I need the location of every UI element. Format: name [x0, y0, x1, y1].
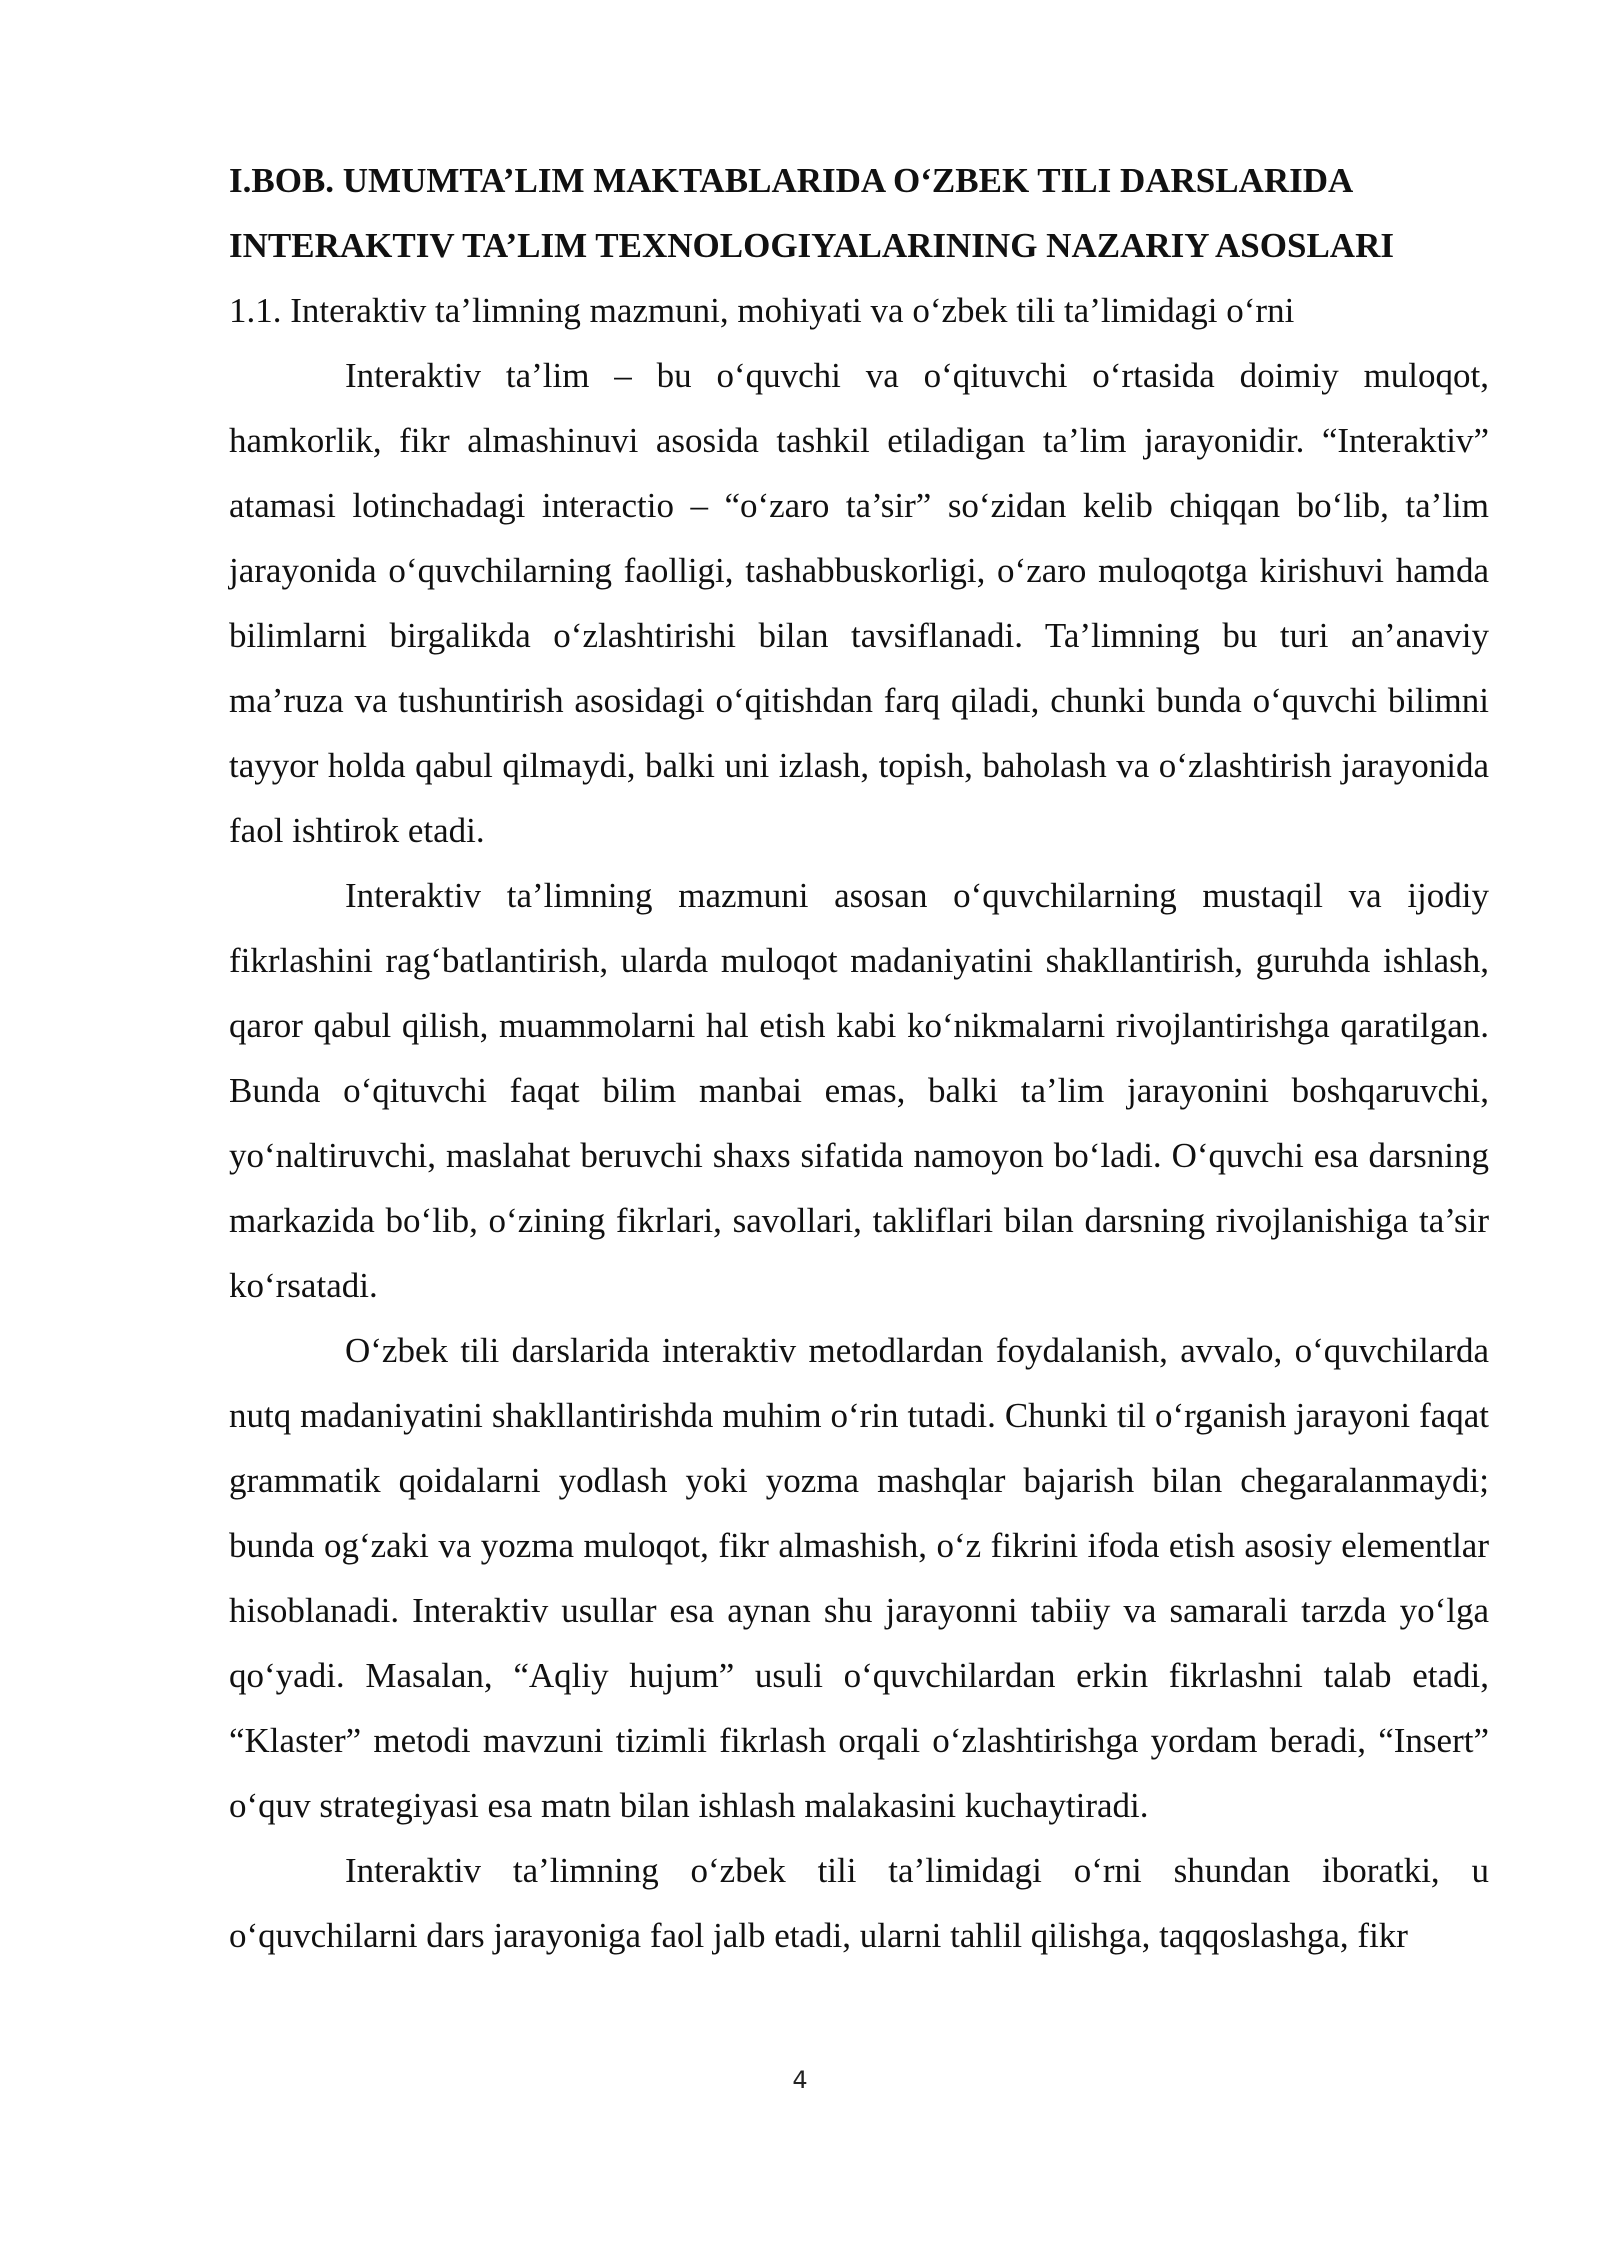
body-paragraph: Interaktiv ta’limning o‘zbek tili ta’limidagi o‘rni shundan iboratki, u o‘quvchilarni dars jarayoniga faol jalb etadi, ularni tahlil qilishga, taqqoslashga, fikr — [229, 1851, 1489, 1955]
body-paragraph: O‘zbek tili darslarida interaktiv metodlardan foydalanish, avvalo, o‘quvchilarda nutq madaniyatini shakllantirishda muhim o‘rin tutadi. Chunki til o‘rganish jarayoni faqat grammatik qoidalarni yodlash yoki yozma mashqlar bajarish bilan chegaralanmaydi; bunda og‘zaki va yozma muloqot, fikr almashish, o‘z fikrini ifoda etish asosiy elementlar hisoblanadi. Interaktiv usullar esa aynan shu jarayonni tabiiy va samarali tarzda yo‘lga qo‘yadi. Masalan, “Aqliy hujum” usuli o‘quvchilardan erkin fikrlashni talab etadi, “Klaster” metodi mavzuni tizimli fikrlash orqali o‘zlashtirishga yordam beradi, “Insert” o‘quv strategiyasi esa matn bilan ishlash malakasini kuchaytiradi. — [229, 1331, 1489, 1825]
body-paragraph: Interaktiv ta’limning mazmuni asosan o‘quvchilarning mustaqil va ijodiy fikrlashini rag‘batlantirish, ularda muloqot madaniyatini shakllantirish, guruhda ishlash, qaror qabul qilish, muammolarni hal etish kabi ko‘nikmalarni rivojlantirishga qaratilgan. Bunda o‘qituvchi faqat bilim manbai emas, balki ta’lim jarayonini boshqaruvchi, yo‘naltiruvchi, maslahat beruvchi shaxs sifatida namoyon bo‘ladi. O‘quvchi esa darsning markazida bo‘lib, o‘zining fikrlari, savollari, takliflari bilan darsning rivojlanishiga ta’sir ko‘rsatadi. — [229, 876, 1489, 1305]
body-paragraph: Interaktiv ta’lim – bu o‘quvchi va o‘qituvchi o‘rtasida doimiy muloqot, hamkorlik, fikr almashinuvi asosida tashkil etiladigan ta’lim jarayonidir. “Interaktiv” atamasi lotinchadagi interactio – “o‘zaro ta’sir” so‘zidan kelib chiqqan bo‘lib, ta’lim jarayonida o‘quvchilarning faolligi, tashabbuskorligi, o‘zaro muloqotga kirishuvi hamda bilimlarni birgalikda o‘zlashtirishi bilan tavsiflanadi. Ta’limning bu turi an’anaviy ma’ruza va tushuntirish asosidagi o‘qitishdan farq qiladi, chunki bunda o‘quvchi bilimni tayyor holda qabul qilmaydi, balki uni izlash, topish, baholash va o‘zlashtirish jarayonida faol ishtirok etadi. — [229, 356, 1489, 850]
section-title: 1.1. Interaktiv ta’limning mazmuni, mohiyati va o‘zbek tili ta’limidagi o‘rni — [229, 291, 1295, 330]
page-number: 4 — [792, 2066, 808, 2094]
chapter-title: I.BOB. UMUMTA’LIM MAKTABLARIDA O‘ZBEK TILI DARSLARIDA INTERAKTIV TA’LIM TEXNOLOGIYALARINING NAZARIY ASOSLARI — [229, 161, 1394, 265]
page-content — [229, 148, 1489, 1968]
